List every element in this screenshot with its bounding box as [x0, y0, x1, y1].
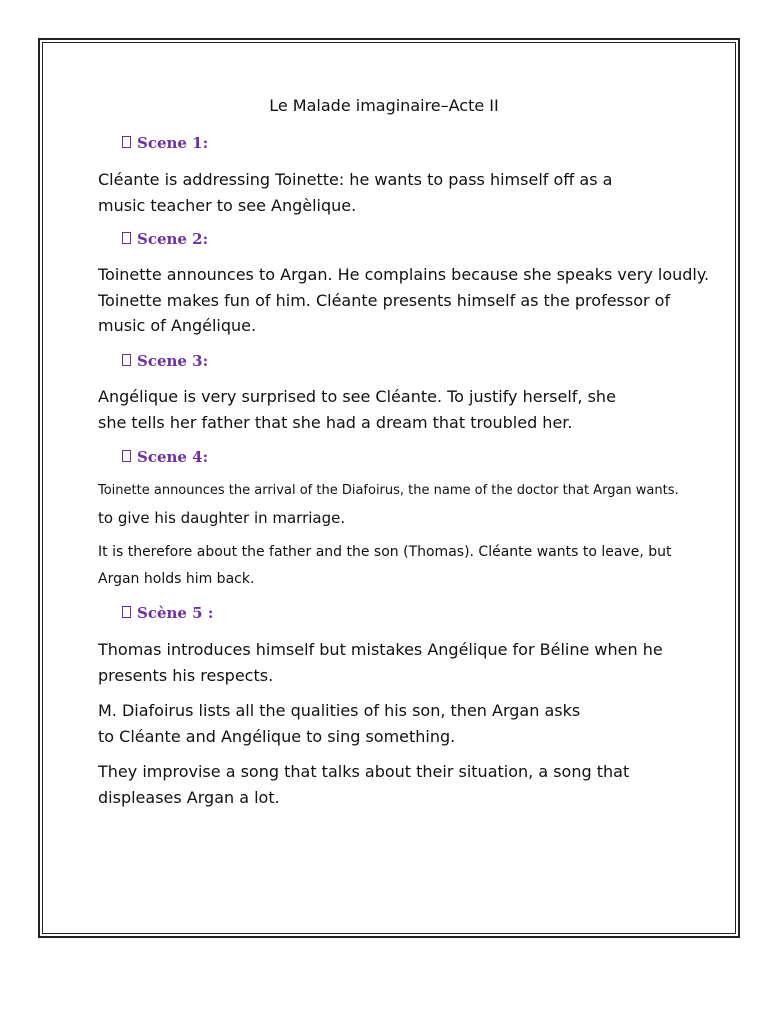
scene-1-line-1: Cléante is addressing Toinette: he wants to pass himself off as a	[98, 170, 613, 189]
scene-2-heading-text: Scene 2:	[137, 230, 209, 248]
scene-3-heading-text: Scene 3:	[137, 352, 209, 370]
scene-4-line-4: Argan holds him back.	[98, 571, 255, 587]
bullet-box-icon	[122, 136, 131, 148]
bullet-box-icon	[122, 450, 131, 462]
scene-4-heading	[122, 448, 208, 466]
document-title: Le Malade imaginaire–Acte II	[269, 96, 499, 115]
scene-4-line-2: to give his daughter in marriage.	[98, 509, 346, 527]
bullet-box-icon	[122, 354, 131, 366]
scene-4-line-1: Toinette announces the arrival of the Diafoirus, the name of the doctor that Argan wants.	[98, 483, 679, 498]
scene-4-heading-text: Scene 4:	[137, 448, 209, 466]
scene-5-line-2: presents his respects.	[98, 666, 274, 685]
bullet-box-icon	[122, 606, 131, 618]
scene-5-heading-text: Scène 5 :	[137, 604, 214, 622]
scene-5-line-1: Thomas introduces himself but mistakes Angélique for Béline when he	[98, 640, 663, 659]
scene-3-heading	[122, 352, 208, 370]
scene-1-line-2: music teacher to see Angèlique.	[98, 196, 357, 215]
scene-5-line-6: displeases Argan a lot.	[98, 788, 280, 807]
scene-3-line-2: she tells her father that she had a dream that troubled her.	[98, 413, 573, 432]
scene-1-heading-text: Scene 1:	[137, 134, 209, 152]
scene-5-heading	[122, 604, 213, 622]
scene-5-line-4: to Cléante and Angélique to sing something.	[98, 727, 456, 746]
bullet-box-icon	[122, 232, 131, 244]
scene-2-heading	[122, 230, 208, 248]
scene-4-line-3: It is therefore about the father and the son (Thomas). Cléante wants to leave, but	[98, 544, 672, 560]
scene-2-line-1: Toinette announces to Argan. He complains because she speaks very loudly.	[98, 265, 710, 284]
scene-3-line-1: Angélique is very surprised to see Cléante. To justify herself, she	[98, 387, 616, 406]
scene-5-line-3: M. Diafoirus lists all the qualities of his son, then Argan asks	[98, 701, 581, 720]
scene-1-heading	[122, 134, 208, 152]
scene-2-line-3: music of Angélique.	[98, 316, 257, 335]
scene-5-line-5: They improvise a song that talks about their situation, a song that	[98, 762, 630, 781]
scene-2-line-2: Toinette makes fun of him. Cléante presents himself as the professor of	[98, 291, 671, 310]
